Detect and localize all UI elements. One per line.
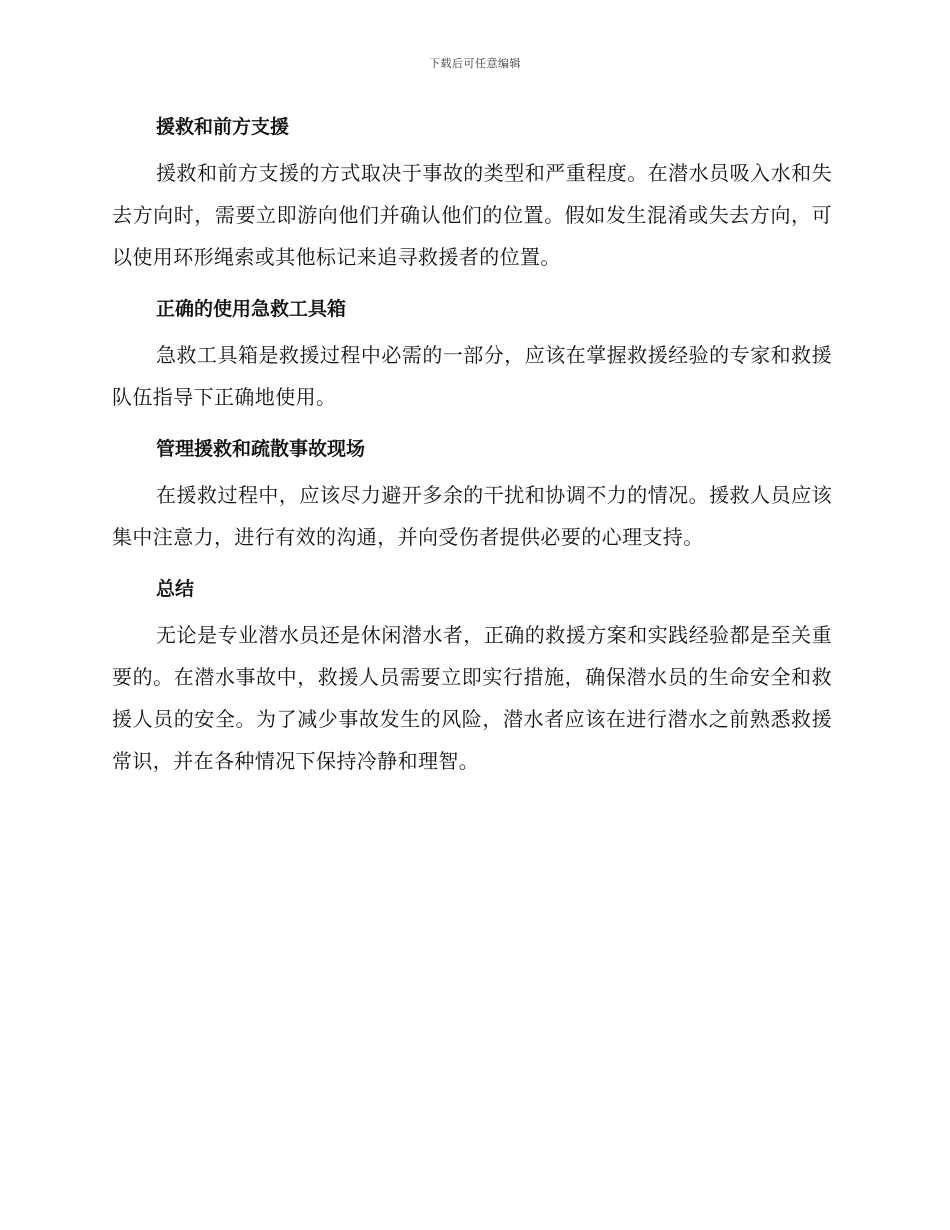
section-heading: 援救和前方支援	[156, 116, 290, 138]
section-paragraph: 无论是专业潜水员还是休闲潜水者，正确的救援方案和实践经验都是至关重要的。在潜水事故中，救援人员需要立即实行措施，确保潜水员的生命安全和救援人员的安全。为了减少事故发生的风险，潜水者应该在进行潜水之前熟悉救援常识，并在各种情况下保持冷静和理智。	[112, 623, 832, 773]
section-paragraph: 急救工具箱是救援过程中必需的一部分，应该在掌握救援经验的专家和救援队伍指导下正确地使用。	[112, 343, 832, 409]
section-summary	[112, 570, 832, 782]
section-rescue-support	[112, 108, 832, 278]
section-heading: 总结	[156, 578, 195, 600]
section-paragraph: 援救和前方支援的方式取决于事故的类型和严重程度。在潜水员吸入水和失去方向时，需要立即游向他们并确认他们的位置。假如发生混淆或失去方向，可以使用环形绳索或其他标记来追寻救援者的位置。	[112, 161, 832, 269]
section-first-aid-kit	[112, 290, 832, 418]
section-paragraph: 在援救过程中，应该尽力避开多余的干扰和协调不力的情况。援救人员应该集中注意力，进行有效的沟通，并向受伤者提供必要的心理支持。	[112, 483, 832, 549]
header-note: 下载后可任意编辑	[429, 57, 521, 70]
section-heading: 管理援救和疏散事故现场	[156, 438, 366, 460]
section-heading: 正确的使用急救工具箱	[156, 298, 347, 320]
section-scene-management	[112, 430, 832, 558]
document-content	[112, 108, 832, 794]
